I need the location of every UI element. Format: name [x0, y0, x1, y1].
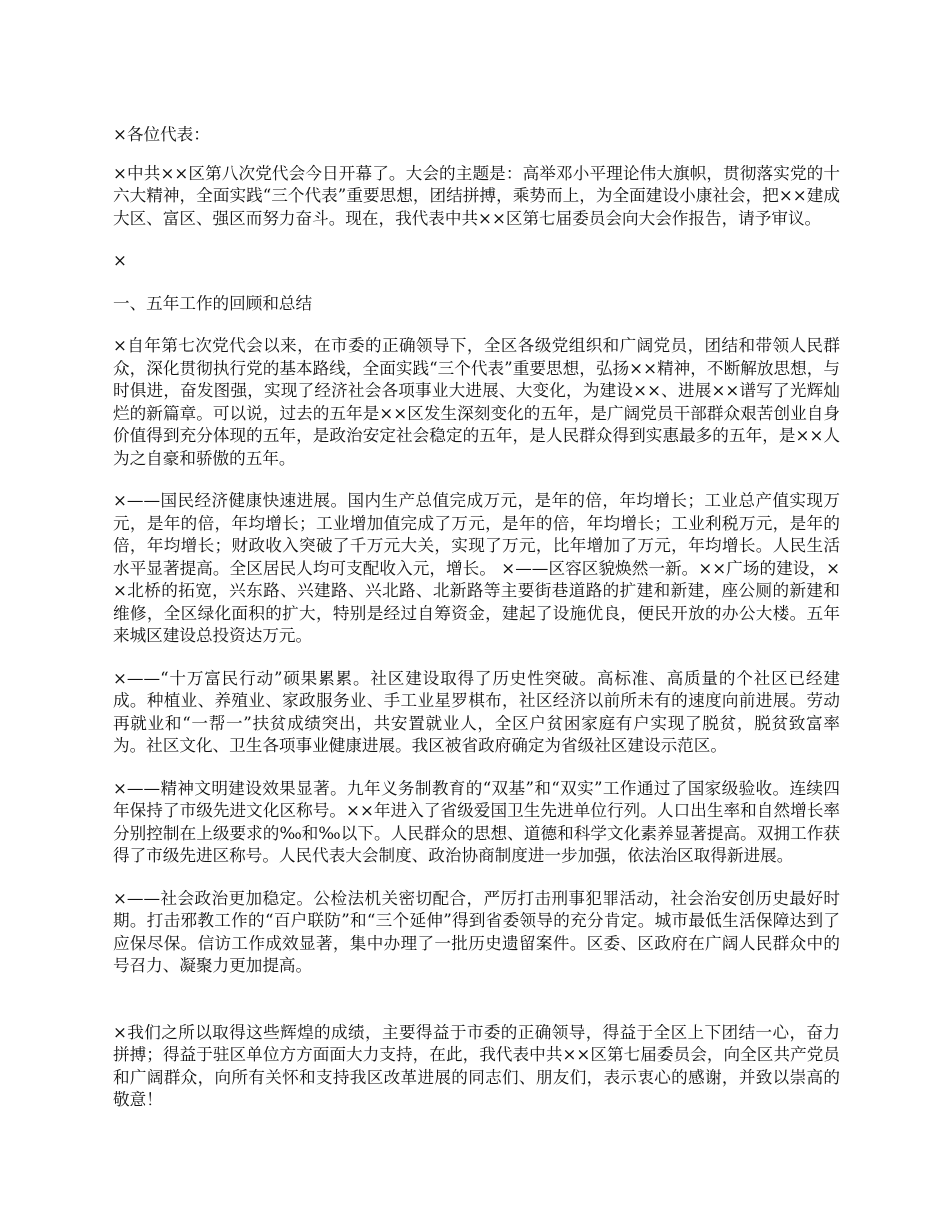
spacer: [113, 147, 840, 163]
spacer: [113, 315, 840, 335]
closing-paragraph: ×我们之所以取得这些辉煌的成绩，主要得益于市委的正确领导，得益于全区上下团结一心，奋力拼搏；得益于驻区单位方方面面大力支持，在此，我代表中共××区第七届委员会，向全区共产党员和广阔群众，向所有关怀和支持我区改革进展的同志们、朋友们，表示衷心的感谢，并致以崇高的敬意！: [113, 1022, 840, 1109]
document-body: [113, 124, 840, 1112]
spacer: [113, 470, 840, 490]
review-paragraph: ×自年第七次党代会以来，在市委的正确领导下，全区各级党组织和广阔党员，团结和带领人民群众，深化贯彻执行党的基本路线，全面实践“三个代表”重要思想，弘扬××精神，不断解放思想，与时俱进，奋发图强，实现了经济社会各项事业大进展、大变化，为建设××、进展××谱写了光辉灿烂的新篇章。可以说，过去的五年是××区发生深刻变化的五年，是广阔党员干部群众艰苦创业自身价值得到充分体现的五年，是政治安定社会稳定的五年，是人民群众得到实惠最多的五年，是××人为之自豪和骄傲的五年。: [113, 336, 840, 468]
opening-paragraph: ×中共××区第八次党代会今日开幕了。大会的主题是：高举邓小平理论伟大旗帜，贯彻落实党的十六大精神，全面实践“三个代表”重要思想，团结拼搏，乘势而上，为全面建设小康社会，把××建成大区、富区、强区而努力奋斗。现在，我代表中共××区第七届委员会向大会作报告，请予审议。: [113, 163, 840, 228]
marker-paragraph: ×: [113, 251, 127, 270]
salutation: ×各位代表：: [113, 125, 210, 144]
stability-paragraph: ×——社会政治更加稳定。公检法机关密切配合，严厉打击刑事犯罪活动，社会治安创历史最好时期。打击邪教工作的“百户联防”和“三个延伸”得到省委领导的充分肯定。城市最低生活保障达到了应保尽保。信访工作成效显著，集中办理了一批历史遗留案件。区委、区政府在广阔人民群众中的号召力、凝聚力更加提高。: [113, 888, 840, 975]
economy-paragraph: ×——国民经济健康快速进展。国内生产总值完成万元，是年的倍，年均增长；工业总产值实现万元，是年的倍，年均增长；工业增加值完成了万元，是年的倍，年均增长；工业利税万元，是年的倍，年均增长；财政收入突破了千万元大关，实现了万元，比年增加了万元，年均增长。人民生活水平显著提高。全区居民人均可支配收入元，增长。 ×——区容区貌焕然一新。××广场的建设，××北桥的拓宽，兴东路、兴建路、兴北路、北新路等主要街巷道路的扩建和新建，座公厕的新建和维修，全区绿化面积的扩大，特别是经过自筹资金，建起了设施优良，便民开放的办公大楼。五年来城区建设总投资达万元。: [113, 491, 840, 645]
spacer: [113, 230, 840, 250]
prosperity-paragraph: ×——“十万富民行动”硕果累累。社区建设取得了历史性突破。高标准、高质量的个社区已经建成。种植业、养殖业、家政服务业、手工业星罗棋布，社区经济以前所未有的速度向前进展。劳动再就业和“一帮一”扶贫成绩突出，共安置就业人，全区户贫困家庭有户实现了脱贫，脱贫致富率为。社区文化、卫生各项事业健康进展。我区被省政府确定为省级社区建设示范区。: [113, 668, 840, 755]
spacer: [113, 273, 840, 293]
spacer: [113, 648, 840, 668]
section-heading: 一、五年工作的回顾和总结: [113, 293, 313, 313]
spacer: [113, 868, 840, 888]
spacer: [113, 758, 840, 778]
spacer: [113, 978, 840, 1022]
civilization-paragraph: ×——精神文明建设效果显著。九年义务制教育的“双基”和“双实”工作通过了国家级验收。连续四年保持了市级先进文化区称号。××年进入了省级爱国卫生先进单位行列。人口出生率和自然增长率分别控制在上级要求的‰和‰以下。人民群众的思想、道德和科学文化素养显著提高。双拥工作获得了市级先进区称号。人民代表大会制度、政治协商制度进一步加强，依法治区取得新进展。: [113, 778, 840, 865]
